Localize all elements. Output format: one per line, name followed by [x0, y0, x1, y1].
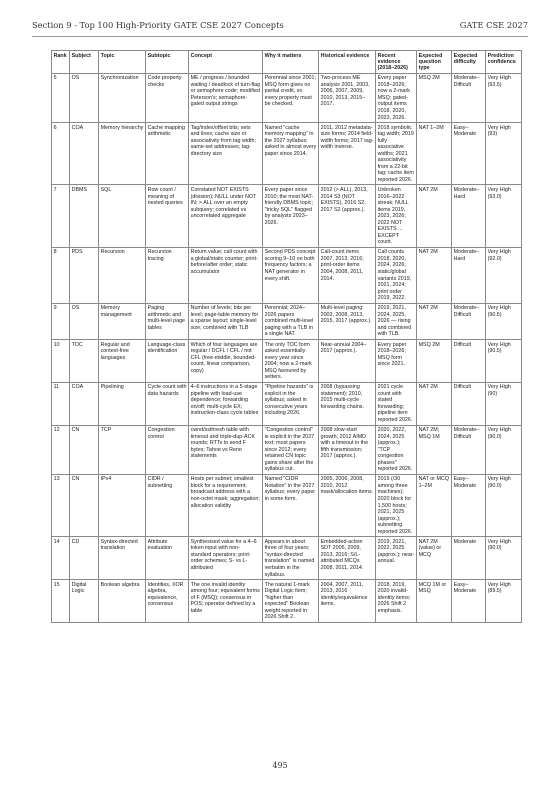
cell-rank: 6 — [52, 123, 70, 185]
cell-recent-evidence: 2019 (/30 among three machines); 2020 block for 1,500 hosts; 2021, 2025 (approx.); subnetting reported 2026. — [376, 474, 417, 536]
table-row — [52, 425, 522, 474]
cell-confidence: Very High (93.0) — [486, 185, 522, 247]
cell-question-type: NAT 2M — [417, 382, 452, 425]
table-row — [52, 474, 522, 536]
table-row — [52, 185, 522, 247]
cell-concept: The one invalid identity among four; equivalent forms of F (MSQ); consensus in POS; operator defined by a table — [189, 580, 263, 623]
cell-question-type: NAT 1–2M — [417, 123, 452, 185]
column-header-confidence: Prediction confidence — [486, 51, 522, 74]
cell-topic: IPv4 — [99, 474, 146, 536]
table-row — [52, 303, 522, 339]
cell-why-it-matters: Second PDS concept scoring 9–10 on both frequency factors; a NAT generator in every shift. — [263, 247, 319, 303]
cell-difficulty: Difficult — [452, 340, 486, 383]
cell-subject: CN — [70, 425, 99, 474]
cell-topic: Regular and context-free languages — [99, 340, 146, 383]
cell-concept: Tag/index/offset bits; sets and lines; cache size or associativity from tag width; same-set addresses; tag-directory size — [189, 123, 263, 185]
cell-topic: Recursion — [99, 247, 146, 303]
table-row — [52, 382, 522, 425]
cell-subject: DBMS — [70, 185, 99, 247]
cell-recent-evidence: Call counts 2018, 2020, 2024, 2026; static/global variants 2019, 2021, 2024; print order 2019, 2022. — [376, 247, 417, 303]
cell-difficulty: Easy–Moderate — [452, 580, 486, 623]
cell-rank: 11 — [52, 382, 70, 425]
cell-why-it-matters: Named "cache memory mapping" in the 2027 syllabus; asked in almost every paper since 2014. — [263, 123, 319, 185]
cell-why-it-matters: Named "CIDR Notation" in the 2027 syllabus; every paper in some form. — [263, 474, 319, 536]
cell-historical-evidence: Call-count items 2007, 2013, 2016; print-order items 2004, 2008, 2011, 2014. — [319, 247, 376, 303]
cell-confidence: Very High (90.5) — [486, 340, 522, 383]
column-header-historical-evidence: Historical evidence — [319, 51, 376, 74]
cell-difficulty: Moderate–Difficult — [452, 73, 486, 122]
cell-historical-evidence: 2005, 2006, 2008, 2010, 2012 mask/allocation items. — [319, 474, 376, 536]
cell-question-type: NAT 2M (value) or MCQ — [417, 537, 452, 580]
cell-confidence: Very High (92.0) — [486, 247, 522, 303]
cell-subtopic: Code property checks — [146, 73, 189, 122]
cell-concept: Hosts per subnet; smallest block for a requirement; broadcast address with a non-octet mask; aggregation; allocation validity — [189, 474, 263, 536]
column-header-concept: Concept — [189, 51, 263, 74]
table-row — [52, 123, 522, 185]
cell-concept: ME / progress / bounded waiting / deadlock of turn-flag or semaphore code; modified Peterson's; semaphore-gated output strings — [189, 73, 263, 122]
cell-historical-evidence: 2011, 2012 metadata-size forms; 2014 field-width forms; 2017 tag-width inverse. — [319, 123, 376, 185]
cell-why-it-matters: The only TOC form asked essentially every year since 2004; now a 2-mark MSQ favoured by setters. — [263, 340, 319, 383]
column-header-subject: Subject — [70, 51, 99, 74]
column-header-subtopic: Subtopic — [146, 51, 189, 74]
cell-why-it-matters: The natural 1-mark Digital Logic item; "higher than expected" Boolean weight reported in 2026 Shift 2. — [263, 580, 319, 623]
cell-why-it-matters: "Pipeline hazards" is explicit in the syllabus; asked in consecutive years including 2026. — [263, 382, 319, 425]
cell-why-it-matters: Perennial since 2001; MSQ form gives no partial credit, so every property must be checked. — [263, 73, 319, 122]
cell-confidence: Very High (93) — [486, 123, 522, 185]
cell-concept: 4–6 instructions in a 5-stage pipeline with load-use dependence; forwarding on/off; multi-cycle EX; instruction-class cycle tables — [189, 382, 263, 425]
column-header-topic: Topic — [99, 51, 146, 74]
cell-recent-evidence: 2021 cycle count with stated forwarding; pipeline item reported 2026. — [376, 382, 417, 425]
cell-historical-evidence: 2008 (bypassing statement); 2010, 2015 multi-cycle forwarding chains. — [319, 382, 376, 425]
cell-subtopic: Cache mapping arithmetic — [146, 123, 189, 185]
cell-confidence: Very High (90) — [486, 382, 522, 425]
cell-confidence: Very High (89.5) — [486, 580, 522, 623]
cell-recent-evidence: Every paper 2018–2026; MSQ form since 2021. — [376, 340, 417, 383]
table-row — [52, 340, 522, 383]
cell-why-it-matters: Perennial; 2024–2026 papers combined multi-level paging with a TLB in a single NAT. — [263, 303, 319, 339]
cell-concept: cwnd/ssthresh table with timeout and triple-dup-ACK rounds; RTTs to send F bytes; Tahoe vs Reno statements — [189, 425, 263, 474]
table-row — [52, 580, 522, 623]
cell-subject: PDS — [70, 247, 99, 303]
column-header-difficulty: Expected difficulty — [452, 51, 486, 74]
cell-subtopic: Attribute evaluation — [146, 537, 189, 580]
cell-concept: Correlated NOT EXISTS (division); NULL under NOT IN; > ALL over an empty subquery; correlated vs uncorrelated aggregate — [189, 185, 263, 247]
cell-difficulty: Moderate — [452, 537, 486, 580]
cell-topic: Boolean algebra — [99, 580, 146, 623]
cell-historical-evidence: Embedded-action SDT 2005, 2009, 2013, 2016; S/L-attributed MCQs 2008, 2011, 2014. — [319, 537, 376, 580]
cell-subtopic: Congestion control — [146, 425, 189, 474]
cell-difficulty: Easy–Moderate — [452, 474, 486, 536]
cell-historical-evidence: Two-process ME analysis 2001, 2003, 2006, 2007, 2009, 2010, 2013, 2015–2017. — [319, 73, 376, 122]
cell-recent-evidence: 2018, 2019, 2020 invalid-identity items; 2026 Shift 2 emphasis. — [376, 580, 417, 623]
cell-concept: Which of four languages are regular / DCFL / CFL / not CFL (free-middle, bounded-count, linear comparison, copy) — [189, 340, 263, 383]
cell-confidence: Very High (90.5) — [486, 303, 522, 339]
header-rule — [32, 36, 528, 37]
cell-recent-evidence: Unbroken 2016–2022 streak; NULL items 2019, 2023, 2026; 2022 NOT EXISTS ... EXCEPT count. — [376, 185, 417, 247]
concepts-table — [51, 50, 522, 623]
cell-recent-evidence: 2019, 2021, 2022, 2025 (approx.); near-annual. — [376, 537, 417, 580]
cell-rank: 10 — [52, 340, 70, 383]
cell-concept: Synthesised value for a 4–6 token input with non-standard operators; print-order schemes; S- vs L-attributed — [189, 537, 263, 580]
cell-topic: Synchronization — [99, 73, 146, 122]
cell-subject: CN — [70, 474, 99, 536]
cell-rank: 12 — [52, 425, 70, 474]
cell-historical-evidence: 2004, 2007, 2011, 2013, 2016 identity/equivalence items. — [319, 580, 376, 623]
cell-subtopic: Identities, XOR algebra, equivalence, consensus — [146, 580, 189, 623]
cell-rank: 5 — [52, 73, 70, 122]
cell-confidence: Very High (90.0) — [486, 474, 522, 536]
cell-subject: OS — [70, 73, 99, 122]
cell-subject: TOC — [70, 340, 99, 383]
cell-subtopic: CIDR / subnetting — [146, 474, 189, 536]
cell-difficulty: Moderate–Difficult — [452, 425, 486, 474]
table-row — [52, 73, 522, 122]
cell-difficulty: Moderate–Hard — [452, 185, 486, 247]
running-header — [32, 20, 528, 34]
cell-difficulty: Moderate–Hard — [452, 247, 486, 303]
cell-question-type: NAT 2M — [417, 247, 452, 303]
column-header-question-type: Expected question type — [417, 51, 452, 74]
book-title: GATE CSE 2027 — [459, 20, 528, 30]
column-header-rank: Rank — [52, 51, 70, 74]
cell-question-type: MSQ 2M — [417, 73, 452, 122]
cell-question-type: NAT 2M — [417, 185, 452, 247]
cell-question-type: NAT 2M; MSQ 1M — [417, 425, 452, 474]
cell-topic: SQL — [99, 185, 146, 247]
cell-rank: 8 — [52, 247, 70, 303]
section-title: Section 9 - Top 100 High-Priority GATE CSE 2027 Concepts — [32, 20, 284, 30]
cell-question-type: MCQ 1M or MSQ — [417, 580, 452, 623]
cell-confidence: Very High (90.0) — [486, 425, 522, 474]
cell-subject: Digital Logic — [70, 580, 99, 623]
cell-historical-evidence: Near-annual 2004–2017 (approx.). — [319, 340, 376, 383]
cell-recent-evidence: 2020, 2022, 2024, 2025 (approx.); "TCP congestion phases" reported 2026. — [376, 425, 417, 474]
cell-difficulty: Moderate–Difficult — [452, 303, 486, 339]
cell-subject: COA — [70, 123, 99, 185]
cell-topic: Pipelining — [99, 382, 146, 425]
cell-why-it-matters: Appears in about three of four years; "syntax-directed translation" is named verbatim in the syllabus. — [263, 537, 319, 580]
cell-rank: 15 — [52, 580, 70, 623]
cell-recent-evidence: 2018 symbolic tag width; 2019 fully associative widths; 2021 associativity from a 22-bit tag; cache item reported 2026. — [376, 123, 417, 185]
table-row — [52, 247, 522, 303]
cell-topic: TCP — [99, 425, 146, 474]
cell-rank: 7 — [52, 185, 70, 247]
table-row — [52, 537, 522, 580]
cell-subtopic: Language-class identification — [146, 340, 189, 383]
cell-topic: Memory hierarchy — [99, 123, 146, 185]
cell-why-it-matters: "Congestion control" is explicit in the 2027 text; most papers since 2012; every retained CN topic gains share after the syllabus cut. — [263, 425, 319, 474]
table-header-row — [52, 51, 522, 74]
cell-rank: 9 — [52, 303, 70, 339]
cell-confidence: Very High (93.5) — [486, 73, 522, 122]
cell-concept: Number of levels; bits per level; page-table memory for a sparse layout; single-level size; combined with TLB — [189, 303, 263, 339]
cell-historical-evidence: 2012 (> ALL), 2013, 2014 S3 (NOT EXISTS), 2016 S2, 2017 S2 (approx.). — [319, 185, 376, 247]
cell-question-type: NAT 2M — [417, 303, 452, 339]
cell-historical-evidence: 2008 slow-start growth; 2012 AIMD with a timeout in the fifth transmission; 2017 (approx.). — [319, 425, 376, 474]
cell-subject: CD — [70, 537, 99, 580]
cell-subtopic: Paging arithmetic and multi-level page tables — [146, 303, 189, 339]
cell-confidence: Very High (90.0) — [486, 537, 522, 580]
cell-topic: Syntax-directed translation — [99, 537, 146, 580]
cell-question-type: NAT or MCQ 1–2M — [417, 474, 452, 536]
cell-difficulty: Easy–Moderate — [452, 123, 486, 185]
page-number: 495 — [272, 761, 288, 770]
cell-historical-evidence: Multi-level paging: 2003, 2008, 2013, 2015, 2017 (approx.). — [319, 303, 376, 339]
cell-subtopic: Recursion tracing — [146, 247, 189, 303]
cell-why-it-matters: Every paper since 2010; the most NAT-friendly DBMS topic; "tricky SQL" flagged by analysts 2023–2026. — [263, 185, 319, 247]
cell-subtopic: Cycle count with data hazards — [146, 382, 189, 425]
cell-concept: Return value; call count with a global/static counter; print-before/after order; static accumulator — [189, 247, 263, 303]
cell-difficulty: Difficult — [452, 382, 486, 425]
cell-rank: 14 — [52, 537, 70, 580]
cell-question-type: MSQ 2M — [417, 340, 452, 383]
cell-topic: Memory management — [99, 303, 146, 339]
cell-recent-evidence: 2019, 2021, 2024, 2025, 2026 — rising and combined with TLB. — [376, 303, 417, 339]
cell-subject: OS — [70, 303, 99, 339]
table-body — [52, 73, 522, 622]
cell-recent-evidence: Every paper 2018–2026; now a 2-mark MSQ; gated-output items 2018, 2020, 2023, 2026. — [376, 73, 417, 122]
cell-subject: COA — [70, 382, 99, 425]
cell-rank: 13 — [52, 474, 70, 536]
column-header-recent-evidence: Recent evidence (2018–2026) — [376, 51, 417, 74]
column-header-why-it-matters: Why it matters — [263, 51, 319, 74]
cell-subtopic: Row count / meaning of nested queries — [146, 185, 189, 247]
